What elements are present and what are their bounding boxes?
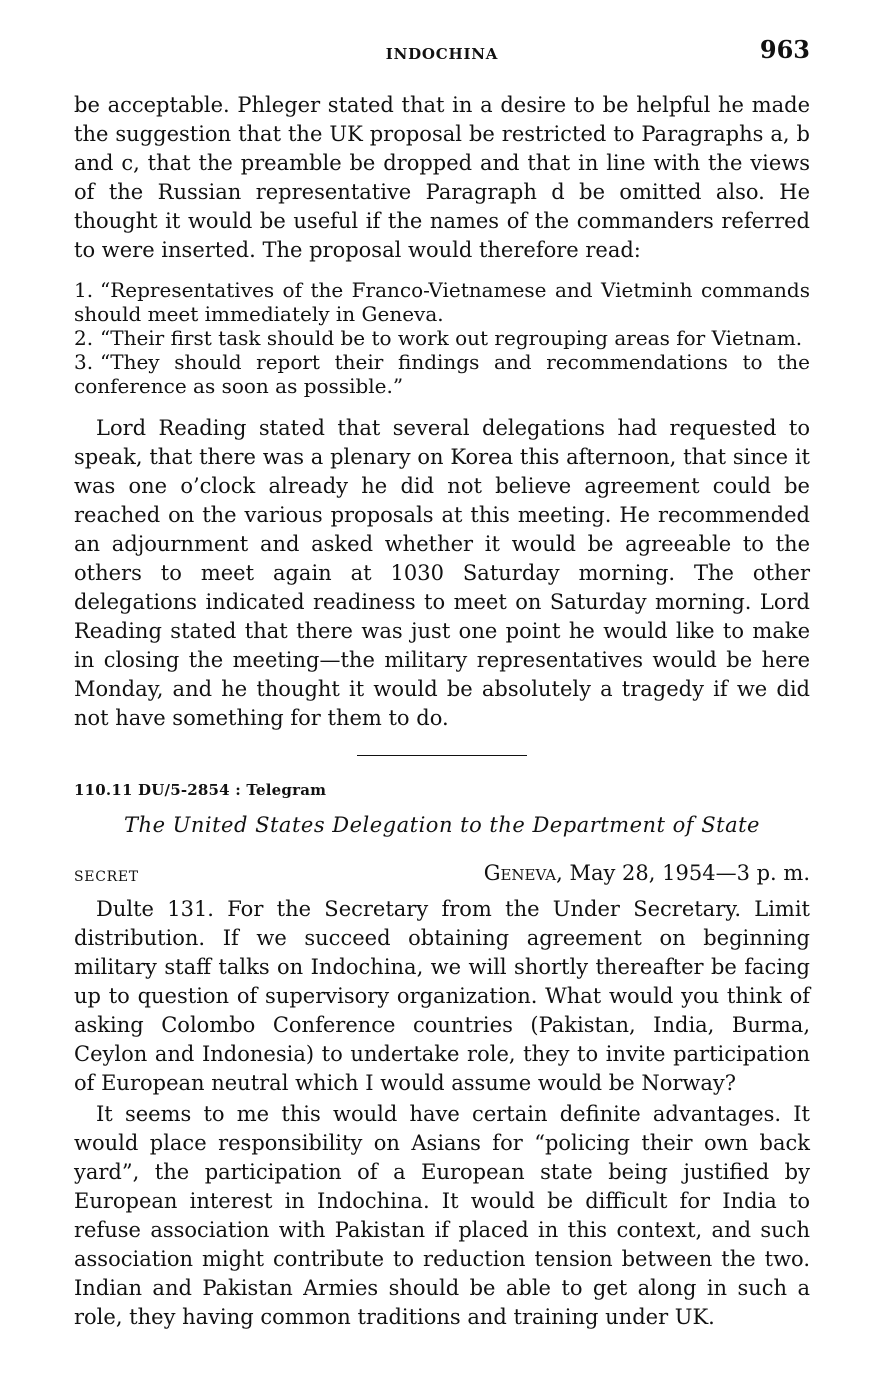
document-title: The United States Delegation to the Department of State — [124, 813, 760, 837]
document-source: 110.11 DU/5-2854 : Telegram — [74, 781, 327, 799]
proposal-list — [74, 278, 810, 398]
section-divider — [357, 755, 527, 756]
date-text: May 28, 1954—3 p. m. — [569, 861, 810, 885]
document-page — [74, 28, 810, 1332]
list-item — [74, 350, 810, 398]
classification-label: SECRET — [74, 869, 139, 885]
place-name: Geneva, — [483, 861, 563, 885]
page-header — [74, 28, 810, 76]
list-item — [74, 278, 810, 326]
page-number: 963 — [759, 35, 810, 64]
list-text: “They should report their findings and recommendations to the conference as soon as possible.” — [74, 350, 810, 398]
list-text: “Representatives of the Franco-Vietnamese and Vietminh commands should meet immediately in Geneva. — [74, 278, 810, 326]
dateline — [74, 861, 810, 891]
list-text: “Their first task should be to work out regrouping areas for Vietnam. — [100, 326, 803, 350]
list-number: 2. — [74, 326, 94, 350]
list-item — [74, 326, 810, 350]
running-head: INDOCHINA — [385, 45, 499, 63]
list-number: 3. — [74, 350, 94, 374]
place-date — [484, 861, 810, 885]
list-number: 1. — [74, 278, 94, 302]
closing-paragraph: Lord Reading stated that several delegations had requested to speak, that there was a plenary on Korea this afternoon, that since it was one o’clock already he did not believe agreement could be reached on the various proposals at this meeting. He recommended an adjournment and asked whether it would be agreeable to the others to meet again at 1030 Saturday morning. The other delegations indicated readiness to meet on Saturday morning. Lord Reading stated that there was just one point he would like to make in closing the meeting—the military representatives would be here Monday, and he thought it would be absolutely a tragedy if we did not have something for them to do. — [74, 416, 810, 730]
telegram-paragraph: Dulte 131. For the Secretary from the Under Secretary. Limit distribution. If we succeed obtaining agreement on beginning military staff talks on Indochina, we will shortly thereafter be facing up to question of supervisory organization. What would you think of asking Colombo Conference countries (Pakistan, India, Burma, Ceylon and Indonesia) to undertake role, they to invite participation of European neutral which I would assume would be Norway? — [74, 897, 810, 1095]
telegram-paragraph: It seems to me this would have certain definite advantages. It would place responsibility on Asians for “policing their own back yard”, the participation of a European state being justified by European interest in Indochina. It would be difficult for India to refuse association with Pakistan if placed in this context, and such association might contribute to reduction tension between the two. Indian and Pakistan Armies should be able to get along in such a role, they having common traditions and training under UK. — [74, 1102, 810, 1329]
intro-paragraph: be acceptable. Phleger stated that in a desire to be helpful he made the suggestion that the UK proposal be restricted to Paragraphs a, b and c, that the preamble be dropped and that in line with the views of the Russian representative Paragraph d be omitted also. He thought it would be useful if the names of the commanders referred to were inserted. The proposal would therefore read: — [74, 93, 810, 262]
